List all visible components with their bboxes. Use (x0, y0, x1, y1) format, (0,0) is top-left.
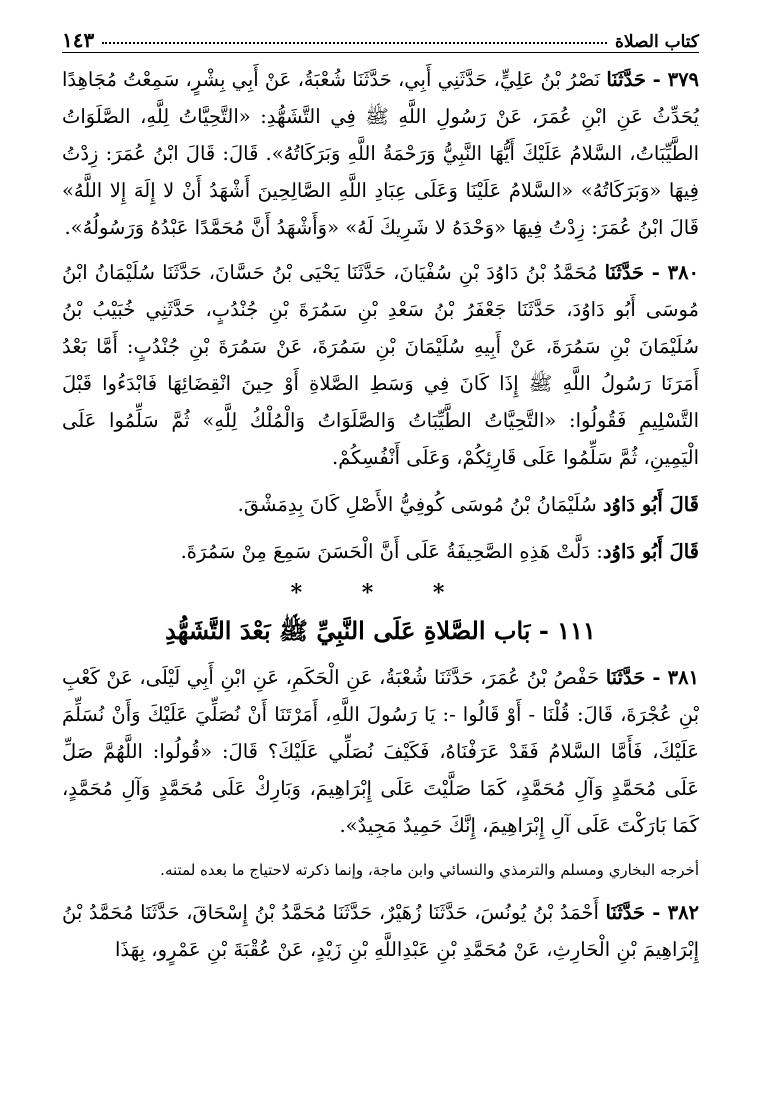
note-speaker: قَالَ أَبُو دَاوُد (602, 540, 699, 563)
note-speaker: قَالَ أَبُو دَاوُد (602, 493, 699, 516)
chapter-heading: ١١١ - بَاب الصَّلاةِ عَلَى النَّبِيِّ ﷺ بَعْدَ التَّشَهُّدِ (165, 616, 596, 645)
section-separator: * * * (290, 580, 471, 606)
hadith-text: حَفْصُ بْنُ عُمَرَ، حَدَّثَنَا شُعْبَةُ، عَنِ الْحَكَمِ، عَنِ ابْنِ أَبِي لَيْلَى، عَنْ كَعْبِ بْنِ عُجْرَةَ، قَالَ: قُلْنَا - أَوْ قَالُوا -: يَا رَسُولَ اللَّهِ، أَمَرْتَنَا أَنْ نُصَلِّيَ عَلَيْكَ وَأَنْ نُسَلِّمَ عَلَيْكَ، فَأَمَّا السَّلامُ فَقَدْ عَرَفْنَاهُ، فَكَيْفَ نُصَلِّي عَلَيْكَ؟ قَالَ: «قُولُوا: اللَّهُمَّ صَلِّ عَلَى مُحَمَّدٍ وَآلِ مُحَمَّدٍ، كَمَا صَلَّيْتَ عَلَى إِبْرَاهِيمَ، وَبَارِكْ عَلَى مُحَمَّدٍ وَآلِ مُحَمَّدٍ، كَمَا بَارَكْتَ عَلَى آلِ إِبْرَاهِيمَ، إِنَّكَ حَمِيدٌ مَجِيدٌ». (62, 666, 699, 837)
hadith-number: ٣٧٩ (667, 68, 700, 91)
page-header (62, 24, 699, 53)
hadith-dash: - (645, 901, 668, 924)
note-text: سُلَيْمَانُ بْنُ مُوسَى كُوفِيُّ الأَصْلِ كَانَ بِدِمَشْقَ. (237, 493, 603, 516)
hadith-keyword: حَدَّثَنَا (605, 666, 646, 689)
hadith-381 (62, 659, 699, 844)
hadith-dash: - (644, 261, 668, 284)
hadith-number: ٣٨١ (667, 666, 700, 689)
takhrij-note: أخرجه البخاري ومسلم والترمذي والنسائي وابن ماجة، وإنما ذكرته لاحتياج ما بعده لمتنه. (160, 861, 699, 879)
hadith-382 (62, 894, 699, 968)
hadith-keyword: حَدَّثَنَا (605, 901, 646, 924)
hadith-379 (62, 61, 699, 246)
hadith-keyword: حَدَّثَنَا (606, 68, 646, 91)
abu-dawud-note-2 (62, 533, 699, 570)
page-number: ١٤٣ (62, 28, 95, 52)
hadith-number: ٣٨٢ (667, 901, 700, 924)
hadith-number: ٣٨٠ (667, 261, 700, 284)
hadith-text: نَصْرُ بْنُ عَلِيٍّ، حَدَّثَنِي أَبِي، حَدَّثَنَا شُعْبَةُ، عَنْ أَبِي بِشْرٍ، سَمِعْتُ مُجَاهِدًا يُحَدِّثُ عَنِ ابْنِ عُمَرَ، عَنْ رَسُولِ اللَّهِ ﷺ فِي التَّشَهُّدِ: «التَّحِيَّاتُ لِلَّهِ، الصَّلَوَاتُ الطَّيِّبَاتُ، السَّلامُ عَلَيْكَ أَيُّهَا النَّبِيُّ وَرَحْمَةُ اللَّهِ وَبَرَكَاتُهُ». قَالَ: قَالَ ابْنُ عُمَرَ: زِدْتُ فِيهَا «وَبَرَكَاتُهُ» «السَّلامُ عَلَيْنَا وَعَلَى عِبَادِ اللَّهِ الصَّالِحِينَ أَشْهَدُ أَنْ لا إِلَهَ إِلا اللَّهُ» قَالَ ابْنُ عُمَرَ: زِدْتُ فِيهَا «وَحْدَهُ لا شَرِيكَ لَهُ» «وَأَشْهَدُ أَنَّ مُحَمَّدًا عَبْدُهُ وَرَسُولُهُ». (62, 68, 699, 239)
hadith-text: مُحَمَّدُ بْنُ دَاوُدَ بْنِ سُفْيَانَ، حَدَّثَنَا يَحْيَى بْنُ حَسَّانَ، حَدَّثَنَا سُلَيْمَانُ ابْنُ مُوسَى أَبُو دَاوُدَ، حَدَّثَنَا جَعْفَرُ بْنُ سَعْدِ بْنِ سَمُرَةَ بْنِ جُنْدُبٍ، حَدَّثَنِي خُبَيْبُ بْنُ سُلَيْمَانَ بْنِ سَمُرَةَ، عَنْ أَبِيهِ سُلَيْمَانَ بْنِ سَمُرَةَ، عَنْ سَمُرَةَ بْنِ جُنْدُبٍ: أَمَّا بَعْدُ أَمَرَنَا رَسُولُ اللَّهِ ﷺ إِذَا كَانَ فِي وَسَطِ الصَّلاةِ أَوْ حِينَ انْقِضَائِهَا فَابْدَءُوا قَبْلَ التَّسْلِيمِ فَقُولُوا: «التَّحِيَّاتُ الطَّيِّبَاتُ وَالصَّلَوَاتُ وَالْمُلْكُ لِلَّهِ» ثُمَّ سَلِّمُوا عَلَى الْيَمِينِ، ثُمَّ سَلِّمُوا عَلَى قَارِئِكُمْ، وَعَلَى أَنْفُسِكُمْ. (62, 261, 699, 469)
abu-dawud-note-1 (62, 486, 699, 523)
note-text: : دَلَّتْ هَذِهِ الصَّحِيفَةُ عَلَى أَنَّ الْحَسَنَ سَمِعَ مِنْ سَمُرَةَ. (180, 540, 603, 563)
hadith-dash: - (645, 68, 668, 91)
header-dot-leader (102, 42, 607, 44)
hadith-dash: - (645, 666, 668, 689)
hadith-keyword: حَدَّثَنَا (604, 261, 645, 284)
hadith-text: أَحْمَدُ بْنُ يُونُسَ، حَدَّثَنَا زُهَيْرٌ، حَدَّثَنَا مُحَمَّدُ بْنُ إِسْحَاقَ، حَدَّثَنَا مُحَمَّدُ بْنُ إِبْرَاهِيمَ بْنِ الْحَارِثِ، عَنْ مُحَمَّدِ بْنِ عَبْدِاللَّهِ بْنِ زَيْدٍ، عَنْ عُقْبَةَ بْنِ عَمْرٍو، بِهَذَا (62, 901, 699, 961)
running-title: كتاب الصلاة (614, 32, 699, 52)
hadith-380 (62, 254, 699, 476)
